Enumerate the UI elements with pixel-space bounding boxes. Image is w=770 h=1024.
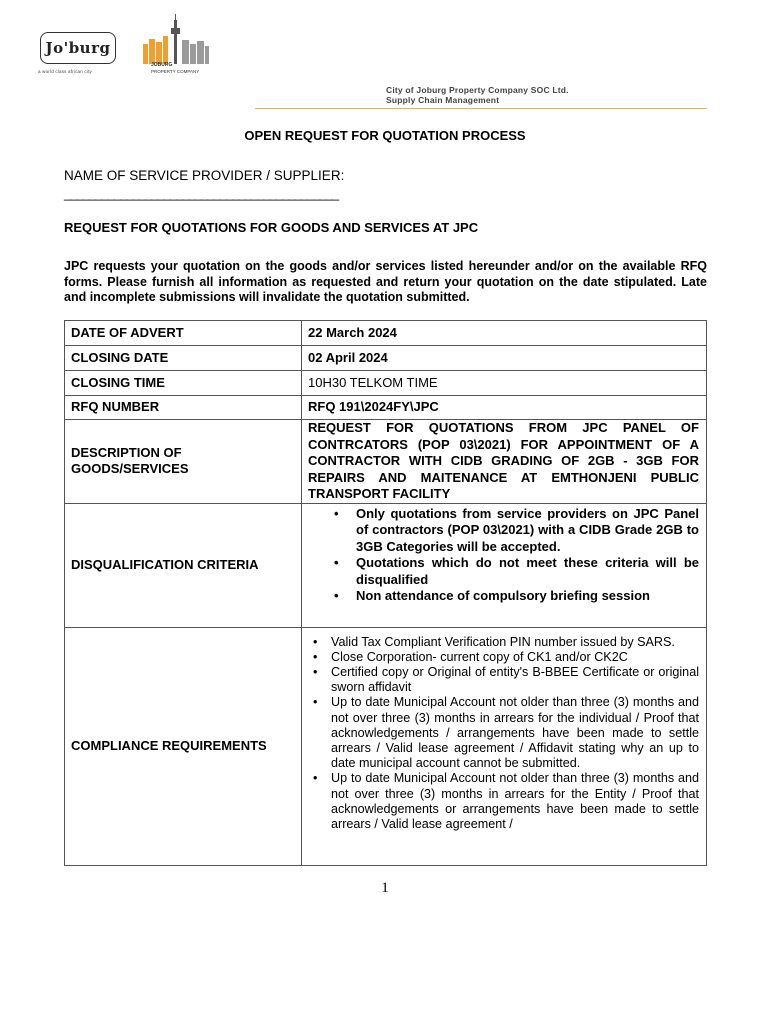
- disqualification-criteria-label: DISQUALIFICATION CRITERIA: [65, 503, 302, 627]
- rfq-details-table: [64, 320, 707, 866]
- department-name: Supply Chain Management: [386, 95, 500, 105]
- description-label: DESCRIPTION OF GOODS/SERVICES: [65, 420, 302, 504]
- closing-date-value: 02 April 2024: [302, 346, 707, 371]
- closing-date-label: CLOSING DATE: [65, 346, 302, 371]
- description-value: REQUEST FOR QUOTATIONS FROM JPC PANEL OF CONTRCATORS (POP 03\2021) FOR APPOINTMENT OF A CONTRACTOR WITH CIDB GRADING OF 2GB - 3GB FOR REPAIRS AND MAITENANCE AT EMTHONJENI PUBLIC TRANSPORT FACILITY: [302, 420, 707, 504]
- list-item: • Valid Tax Compliant Verification PIN number issued by SARS.: [308, 635, 699, 650]
- compliance-requirements-value: [302, 627, 707, 865]
- company-address-block: [386, 85, 569, 105]
- list-item: • Up to date Municipal Account not older than three (3) months and not over three (3) months in arrears for the Entity / Proof that acknowledgements or arrangements have been made to settle arrears / Valid lease agreement /: [308, 771, 699, 832]
- jpc-name: JOBURG PROPERTY COMPANY: [151, 62, 200, 74]
- table-row: [65, 627, 707, 865]
- company-name: City of Joburg Property Company SOC Ltd.: [386, 85, 569, 95]
- list-item: • Certified copy or Original of entity's B-BBEE Certificate or original sworn affidavit: [308, 665, 699, 695]
- intro-paragraph: JPC requests your quotation on the goods and/or services listed hereunder and/or on the available RFQ forms. Please furnish all information as requested and return your quotation on the date stipulated. Late and incomplete submissions will invalidate the quotation submitted.: [64, 259, 707, 304]
- table-row: [65, 396, 707, 420]
- rfq-number-label: RFQ NUMBER: [65, 396, 302, 420]
- service-provider-blank-line: ____________________________________________: [64, 186, 339, 201]
- list-item: • Non attendance of compulsory briefing session: [308, 588, 699, 605]
- table-row: [65, 346, 707, 371]
- rfq-section-heading: REQUEST FOR QUOTATIONS FOR GOODS AND SERVICES AT JPC: [64, 220, 479, 235]
- document-title: OPEN REQUEST FOR QUOTATION PROCESS: [244, 128, 526, 143]
- closing-time-value: 10H30 TELKOM TIME: [302, 371, 707, 396]
- service-provider-label: NAME OF SERVICE PROVIDER / SUPPLIER:: [64, 168, 345, 183]
- date-of-advert-value: 22 March 2024: [302, 321, 707, 346]
- header-divider: [255, 108, 707, 109]
- list-item: • Close Corporation- current copy of CK1 and/or CK2C: [308, 650, 699, 665]
- compliance-requirements-label: COMPLIANCE REQUIREMENTS: [65, 627, 302, 865]
- table-row: [65, 503, 707, 627]
- rfq-number-value: RFQ 191\2024FY\JPC: [302, 396, 707, 420]
- joburg-tagline: a world class african city: [38, 69, 92, 74]
- list-item: • Only quotations from service providers on JPC Panel of contractors (POP 03\2021) with a CIDB Grade 2GB to 3GB Categories will be accepted.: [308, 506, 699, 556]
- date-of-advert-label: DATE OF ADVERT: [65, 321, 302, 346]
- list-item: • Quotations which do not meet these criteria will be disqualified: [308, 555, 699, 588]
- jpc-skyline-logo: [140, 14, 210, 64]
- table-row: [65, 321, 707, 346]
- table-row: [65, 371, 707, 396]
- closing-time-label: CLOSING TIME: [65, 371, 302, 396]
- table-row: [65, 420, 707, 504]
- list-item: • Up to date Municipal Account not older than three (3) months and not over three (3) months in arrears for the individual / Proof that acknowledgements / arrangements have been made to settle arrears / Valid lease agreement / Affidavit stating why an up to date municipal account cannot be submitted.: [308, 695, 699, 771]
- page-number: 1: [381, 880, 389, 896]
- joburg-logo: Jo'burg: [40, 32, 116, 64]
- disqualification-criteria-value: [302, 503, 707, 627]
